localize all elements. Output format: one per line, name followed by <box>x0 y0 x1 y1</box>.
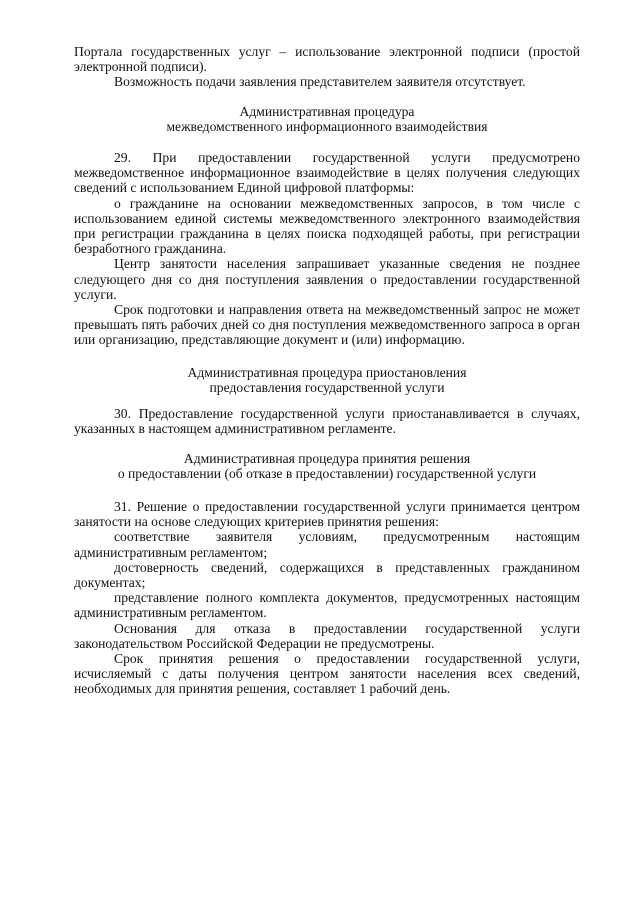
intro-paragraph-1: Портала государственных услуг – использование электронной подписи (простой электронной подписи). <box>74 44 580 75</box>
paragraph-31: 31. Решение о предоставлении государственной услуги принимается центром занятости на основе следующих критериев принятия решения: <box>74 499 580 530</box>
section1-heading-line1: Административная процедура <box>239 104 415 119</box>
section1-heading <box>74 104 580 134</box>
intro-paragraph-2: Возможность подачи заявления представителем заявителя отсутствует. <box>114 74 526 90</box>
section2-heading-line2: предоставления государственной услуги <box>209 380 445 396</box>
paragraph-29: 29. При предоставлении государственной услуги предусмотрено межведомственное информационное взаимодействие в целях получения следующих сведений с использованием Единой цифровой платформы: <box>74 150 580 196</box>
paragraph-29-request: Центр занятости населения запрашивает указанные сведения не позднее следующего дня со дня поступления заявления о предоставлении государственной услуги. <box>74 256 580 302</box>
section2-heading <box>74 365 580 395</box>
paragraph-29-deadline: Срок подготовки и направления ответа на межведомственный запрос не может превышать пять рабочих дней со дня поступления межведомственного запроса в орган или организацию, представляющие документ и (или) информацию. <box>74 302 580 348</box>
paragraph-31-refusal-grounds: Основания для отказа в предоставлении государственной услуги законодательством Российской Федерации не предусмотрены. <box>74 620 580 651</box>
section3-heading-line2: о предоставлении (об отказе в предоставлении) государственной услуги <box>117 466 537 482</box>
section1-heading-line2: межведомственного информационного взаимодействия <box>166 119 488 135</box>
section3-heading-line1: Административная процедура принятия решения <box>183 451 471 466</box>
paragraph-30: 30. Предоставление государственной услуги приостанавливается в случаях, указанных в настоящем административном регламенте. <box>74 406 580 437</box>
section3-body <box>74 499 580 697</box>
section2-body <box>74 406 580 436</box>
paragraph-31-decision-term: Срок принятия решения о предоставлении государственной услуги, исчисляемый с даты получения центром занятости населения всех сведений, необходимых для принятия решения, составляет 1 рабочий день. <box>74 651 580 697</box>
paragraph-31-criterion-reliability: достоверность сведений, содержащихся в представленных гражданином документах; <box>74 559 580 591</box>
paragraph-31-criterion-compliance: соответствие заявителя условиям, предусмотренным настоящим административным регламентом; <box>74 529 580 560</box>
intro-block <box>74 44 580 90</box>
paragraph-31-criterion-completeness: представление полного комплекта документов, предусмотренных настоящим административным регламентом. <box>74 590 580 621</box>
paragraph-29-citizen: о гражданине на основании межведомственных запросов, в том числе с использованием единой системы межведомственного электронного взаимодействия при регистрации гражданина в целях поиска подходящей работы, при регистрации безработного гражданина. <box>74 195 580 257</box>
section1-body <box>74 150 580 348</box>
section2-heading-line1: Административная процедура приостановления <box>187 365 467 380</box>
section3-heading <box>74 451 580 481</box>
